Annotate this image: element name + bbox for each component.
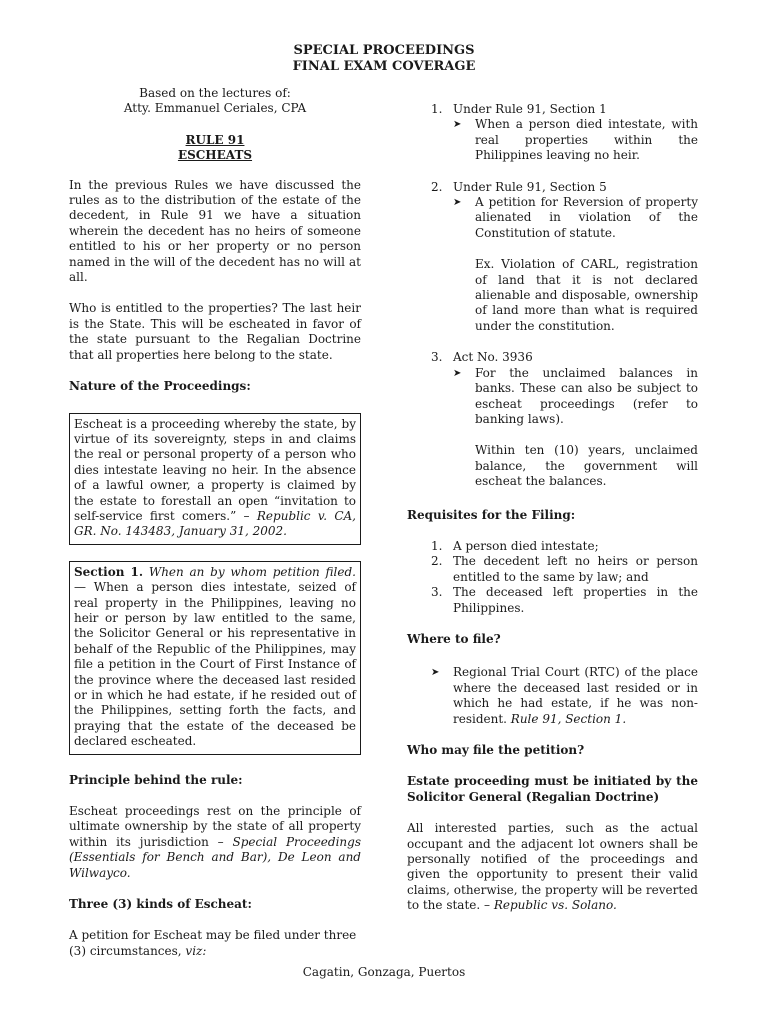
item-bullet: A petition for Reversion of property alienated in violation of the Constitution of statute. [475, 195, 698, 240]
item-text: The deceased left properties in the Philippines. [453, 585, 698, 615]
section-title: When an by whom petition filed. [148, 564, 356, 579]
item-number: 3. [431, 585, 443, 600]
item-title: Under Rule 91, Section 5 [453, 179, 607, 194]
requisites-list [431, 539, 698, 616]
item-text: The decedent left no heirs or person entitled to the same by law; and [453, 554, 698, 584]
left-column [69, 86, 361, 975]
parties-text: All interested parties, such as the actual occupant and the adjacent lot owners shall be personally notified of the proceedings and given the opportunity to present their valid claims, otherwise, the property will be reverted to the state. – [407, 821, 698, 913]
requisites-heading: Requisites for the Filing: [407, 507, 576, 522]
item-title: Under Rule 91, Section 1 [453, 102, 607, 116]
principle-paragraph [69, 804, 361, 881]
doc-title-line1: SPECIAL PROCEEDINGS [293, 43, 475, 58]
item-note: Within ten (10) years, unclaimed balance, the government will escheat the balances. [475, 443, 698, 489]
who-heading: Who may file the petition? [407, 743, 585, 757]
item-number: 2. [431, 179, 443, 194]
item-text: A person died intestate; [453, 538, 599, 553]
heir-paragraph: Who is entitled to the properties? The last heir is the State. This will be escheated in favor of the state pursuant to the Regalian Doctrine that all properties here belong to the state. [69, 301, 361, 362]
list-item [431, 585, 698, 616]
rule-subtitle: ESCHEATS [177, 148, 253, 163]
section-1-box [69, 561, 361, 755]
item-number: 3. [431, 350, 443, 365]
item-title: Act No. 3936 [453, 350, 533, 365]
where-bullet [431, 665, 698, 727]
item-bullet: When a person died intestate, with real properties within the Philippines leaving no heir. [475, 117, 698, 163]
rule-title: RULE 91 [185, 132, 245, 147]
list-item [431, 539, 698, 554]
section-label: Section 1. [74, 564, 144, 579]
nature-heading: Nature of the Proceedings: [69, 379, 251, 394]
kinds-paragraph [69, 928, 361, 959]
list-item [431, 554, 698, 585]
section-body: — When a person dies intestate, seized of real property in the Philippines, leaving no heir or person by law entitled to the same, the Solicitor General or his representative in behalf of the Republic of the Philippines, may file a petition in the Court of First Instance of the province where the deceased last resided or in which he had estate, if he resided out of the Philippines, setting forth the facts, and praying that the estate of the deceased be declared escheated. [74, 580, 356, 749]
item-number: 1. [431, 102, 443, 116]
lecturer-name: Atty. Emmanuel Ceriales, CPA [123, 101, 307, 116]
parties-paragraph [407, 821, 698, 913]
where-text: Regional Trial Court (RTC) of the place where the deceased last resided or in which he had estate, if he was non-resident. [453, 665, 698, 726]
item-number: 2. [431, 554, 443, 569]
principle-citation: Special Proceedings (Essentials for Bench and Bar), De Leon and Wilwayco. [69, 834, 361, 880]
arrowhead-bullet-icon: ➤ [453, 367, 462, 379]
where-heading: Where to file? [407, 631, 501, 646]
escheat-kind-2 [407, 180, 698, 335]
principle-heading: Principle behind the rule: [69, 772, 243, 787]
parties-citation: Republic vs. Solano. [493, 898, 617, 913]
item-example: Ex. Violation of CARL, registration of land that it is not declared alienable and disposable, ownership of land more than what is required under the constitution. [475, 257, 698, 333]
arrowhead-bullet-icon: ➤ [431, 667, 440, 679]
estate-heading: Estate proceeding must be initiated by the Solicitor General (Regalian Doctrine) [407, 774, 698, 804]
item-number: 1. [431, 538, 443, 553]
escheat-kind-1 [407, 102, 698, 164]
kinds-viz: viz: [185, 943, 207, 958]
lecture-intro: Based on the lectures of: [139, 86, 291, 100]
nature-definition-box [69, 413, 361, 545]
doc-title-line2: FINAL EXAM COVERAGE [292, 59, 476, 74]
kinds-heading: Three (3) kinds of Escheat: [69, 897, 252, 912]
intro-paragraph: In the previous Rules we have discussed the rules as to the distribution of the estate of the decedent, in Rule 91 we have a situation wherein the decedent has no heirs of someone entitled to his or her property or no person named in the will of the decedent has no will at all. [69, 177, 361, 285]
principle-text: Escheat proceedings rest on the principle of ultimate ownership by the state of all property within its jurisdiction – [69, 804, 361, 849]
footer-authors: Cagatin, Gonzaga, Puertos [302, 965, 466, 979]
where-citation: Rule 91, Section 1. [510, 711, 627, 726]
item-bullet: For the unclaimed balances in banks. These can also be subject to escheat proceedings (refer to banking laws). [475, 365, 698, 426]
arrowhead-bullet-icon: ➤ [453, 119, 462, 131]
escheat-kind-3 [407, 350, 698, 489]
kinds-text: A petition for Escheat may be filed under three (3) circumstances, [69, 928, 357, 958]
nature-definition-text: Escheat is a proceeding whereby the state, by virtue of its sovereignty, steps in and claims the real or personal property of a person who dies intestate leaving no heir. In the absence of a lawful owner, a property is claimed by the estate to forestall an open “invitation to self-service first comers.” – [74, 416, 356, 523]
arrowhead-bullet-icon: ➤ [453, 197, 462, 209]
nature-citation: Republic v. CA, GR. No. 143483, January 31, 2002. [74, 508, 356, 539]
right-column [407, 102, 698, 930]
